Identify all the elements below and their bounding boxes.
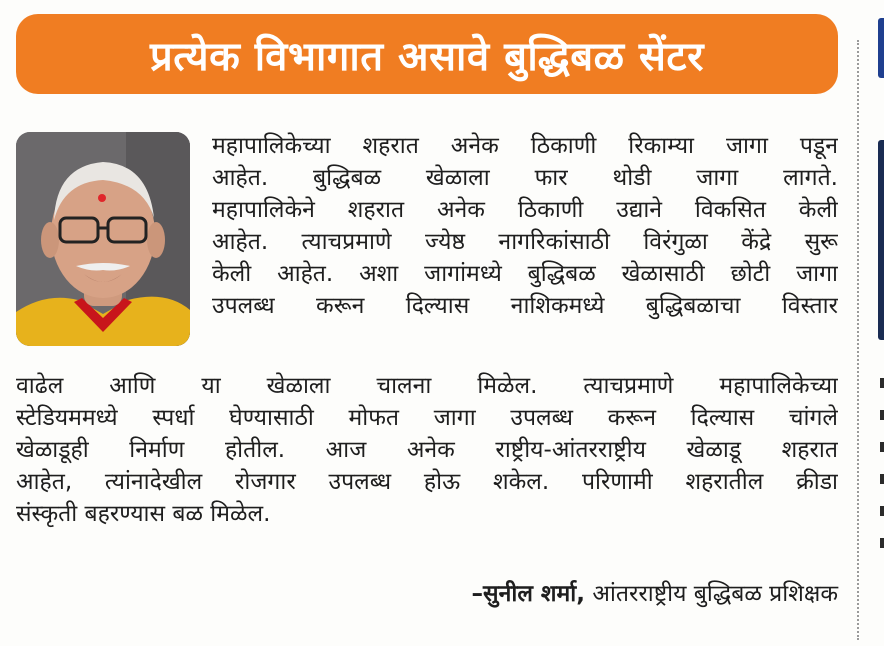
body-line: आहेत, त्यांनादेखील रोजगार उपलब्ध होऊ शकेल. परिणामी शहरातील क्रीडा [16, 469, 838, 495]
body-line: महापालिकेच्या शहरात अनेक ठिकाणी रिकाम्या जागा पडून [212, 133, 838, 159]
adjacent-text-edge [880, 538, 884, 548]
headline-text: प्रत्येक विभागात असावे बुद्धिबळ सेंटर [150, 33, 704, 80]
body-line: स्टेडियममध्ये स्पर्धा घेण्यासाठी मोफत जागा उपलब्ध करून दिल्यास चांगले [16, 405, 838, 431]
adjacent-text-edge [880, 378, 884, 388]
adjacent-text-edge [880, 506, 884, 516]
author-title: आंतरराष्ट्रीय बुद्धिबळ प्रशिक्षक [592, 581, 838, 607]
author-signature [472, 576, 838, 608]
body-line: आहेत. बुद्धिबळ खेळाला फार थोडी जागा लागते. [212, 165, 838, 191]
column-divider [857, 40, 859, 640]
body-line: महापालिकेने शहरात अनेक ठिकाणी उद्याने विकसित केली [212, 197, 838, 223]
adjacent-column-edge [878, 140, 884, 340]
body-line: संस्कृती बहरण्यास बळ मिळेल. [16, 501, 271, 527]
body-line: केली आहेत. अशा जागांमध्ये बुद्धिबळ खेळासाठी छोटी जागा [212, 261, 838, 287]
body-line: वाढेल आणि या खेळाला चालना मिळेल. त्याचप्रमाणे महापालिकेच्या [16, 373, 838, 399]
body-line: आहेत. त्याचप्रमाणे ज्येष्ठ नागरिकांसाठी विरंगुळा केंद्रे सुरू [212, 229, 838, 255]
body-line: खेळाडूही निर्माण होतील. आज अनेक राष्ट्रीय-आंतरराष्ट्रीय खेळाडू शहरात [16, 437, 838, 463]
article-body-top [212, 130, 838, 322]
author-photo [16, 132, 190, 346]
adjacent-text-edge [880, 442, 884, 452]
adjacent-text-edge [880, 410, 884, 420]
article-body-bottom [16, 370, 838, 530]
body-line: उपलब्ध करून दिल्यास नाशिकमध्ये बुद्धिबळाचा विस्तार [212, 293, 838, 319]
adjacent-column-edge [878, 18, 884, 78]
portrait-image [16, 132, 190, 346]
headline-banner [16, 14, 838, 94]
adjacent-text-edge [880, 474, 884, 484]
author-name: –सुनील शर्मा, [471, 581, 586, 607]
